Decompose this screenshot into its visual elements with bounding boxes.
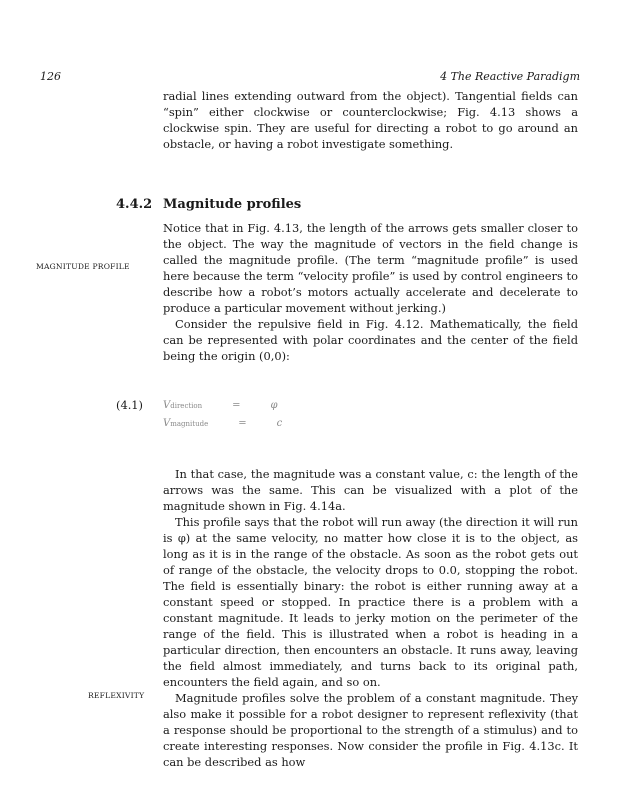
section-title: Magnitude profiles <box>163 197 302 212</box>
paragraph-5-text: This profile says that the robot will run away (the direction it will run is φ) at the same velocity, no matter how close it is to the object, as long as it is in the range of the obstacle. As soon as the robot gets out of range of the obstacle, the velocity drops to 0.0, stopping the robot. The field is essentially binary: the robot is either running away at a constant speed or stopped. In practice there is a problem with a constant magnitude. It leads to jerky motion on the perimeter of the range of the field. This is illustrated when a robot is heading in a particular direction, then encounters an obstacle. It runs away, leaving the field almost immediately, and turns back to its original path, encounters the field again, and so on. <box>163 515 578 689</box>
paragraph-4 <box>163 466 578 770</box>
equation-row-magnitude <box>163 414 282 432</box>
equation-number: (4.1) <box>116 398 144 412</box>
margin-note-magnitude-profile: MAGNITUDE PROFILE <box>36 262 130 271</box>
running-title: 4 The Reactive Paradigm <box>440 70 580 83</box>
equation-equals-1: = <box>232 399 241 411</box>
equation-equals-2: = <box>238 417 247 429</box>
equation-lhs-direction: Vdirection <box>163 399 203 411</box>
paragraph-2-text: Notice that in Fig. 4.13, the length of the arrows gets smaller closer to the object. The way the magnitude of vectors in the field change is called the magnitude profile. (The term “magnitude profile” is used here because the term “velocity profile” is used by control engineers to describe how a robot’s motors actually accelerate and decelerate to produce a particular movement without jerking.) <box>163 221 578 315</box>
equation-row-direction <box>163 396 282 414</box>
equation-rhs-magnitude: c <box>276 417 283 429</box>
equation-block <box>163 396 282 432</box>
equation-rhs-direction: φ <box>270 399 278 411</box>
equation-lhs-magnitude: Vmagnitude <box>163 417 209 429</box>
paragraph-2 <box>163 220 578 364</box>
paragraph-6-text: Magnitude profiles solve the problem of a constant magnitude. They also make it possible for a robot designer to represent reflexivity (that a response should be proportional to the strength of a stimulus) and to create interesting responses. Now consider the profile in Fig. 4.13c. It can be described as how <box>163 691 578 769</box>
section-number: 4.4.2 <box>116 197 153 212</box>
paragraph-1 <box>163 88 578 152</box>
paragraph-4-text: In that case, the magnitude was a constant value, c: the length of the arrows was the same. This can be visualized with a plot of the magnitude shown in Fig. 4.14a. <box>163 467 578 513</box>
paragraph-3-text: Consider the repulsive field in Fig. 4.12. Mathematically, the field can be represented with polar coordinates and the center of the field being the origin (0,0): <box>163 317 578 363</box>
page-number: 126 <box>40 70 61 83</box>
margin-note-reflexivity: REFLEXIVITY <box>88 691 145 700</box>
paragraph-1-text: radial lines extending outward from the object). Tangential fields can “spin” either clockwise or counterclockwise; Fig. 4.13 shows a clockwise spin. They are useful for directing a robot to go around an obstacle, or having a robot investigate something. <box>163 89 578 151</box>
